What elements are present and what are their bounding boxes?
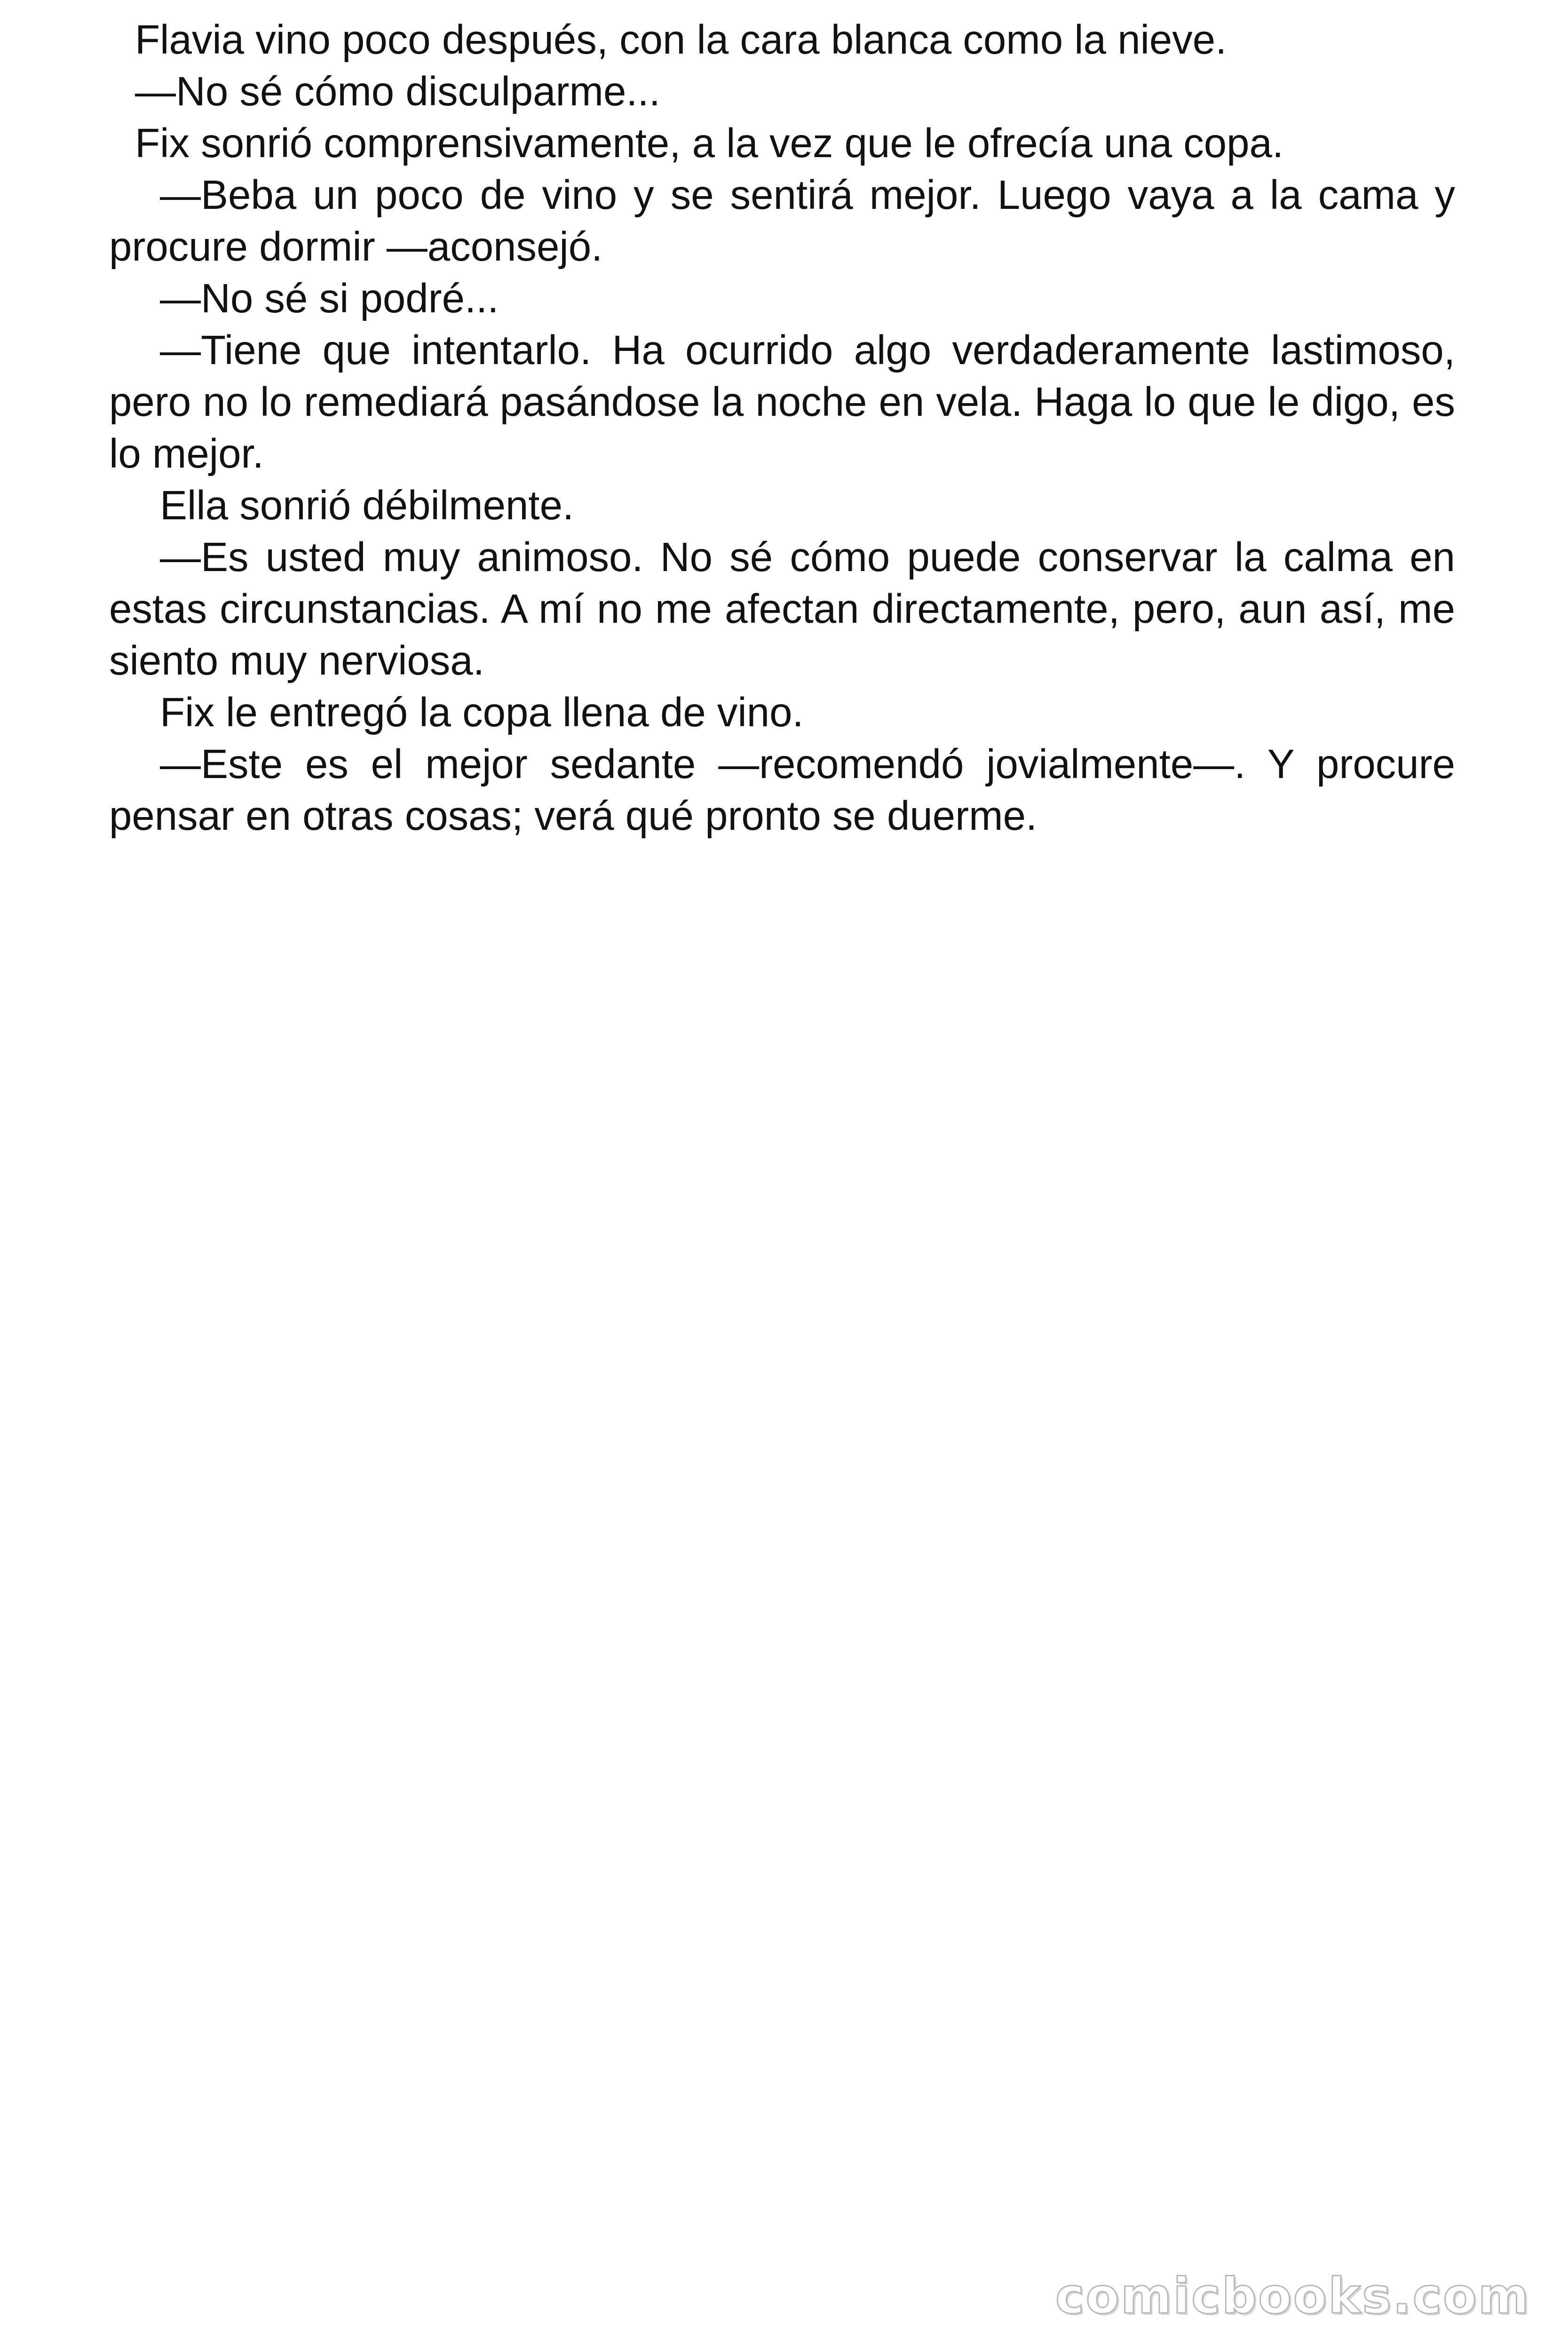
- paragraph-8: —Es usted muy animoso. No sé cómo puede conservar la calma en estas circunstancias. A mí no me afectan directamente, pero, aun así, me siento muy nerviosa.: [109, 534, 1455, 683]
- watermark: comicbooks.com: [1055, 2267, 1530, 2325]
- paragraph-3: Fix sonrió comprensivamente, a la vez que le ofrecía una copa.: [135, 120, 1284, 166]
- paragraph-6: —Tiene que intentarlo. Ha ocurrido algo verdaderamente lastimoso, pero no lo remediará pasándose la noche en vela. Haga lo que le digo, es lo mejor.: [109, 327, 1455, 477]
- paragraph-4: —Beba un poco de vino y se sentirá mejor. Luego vaya a la cama y procure dormir —aconsejó.: [109, 172, 1455, 270]
- paragraph-1: Flavia vino poco después, con la cara blanca como la nieve.: [135, 17, 1227, 63]
- paragraph-10: —Este es el mejor sedante —recomendó jovialmente—. Y procure pensar en otras cosas; verá qué pronto se duerme.: [109, 741, 1455, 839]
- paragraph-7: Ella sonrió débilmente.: [160, 483, 574, 528]
- body-text: [109, 14, 1455, 842]
- paragraph-2: —No sé cómo disculparme...: [135, 69, 660, 114]
- paragraph-9: Fix le entregó la copa llena de vino.: [160, 690, 804, 735]
- paragraph-5: —No sé si podré...: [160, 276, 499, 321]
